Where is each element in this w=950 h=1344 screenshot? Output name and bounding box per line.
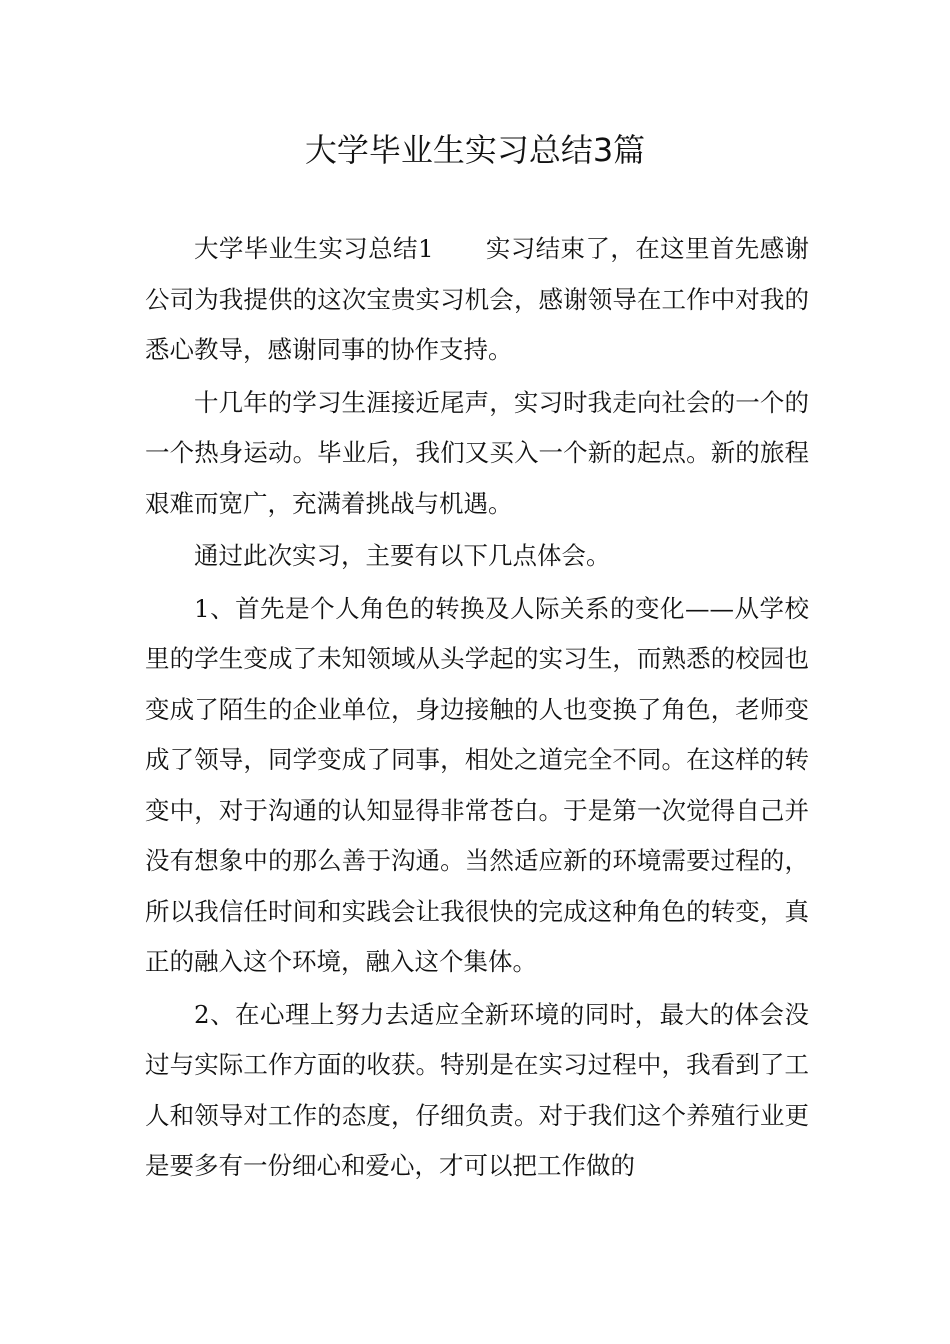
paragraph-4: 1、首先是个人角色的转换及人际关系的变化——从学校里的学生变成了未知领域从头学起的实习生，而熟悉的校园也变成了陌生的企业单位，身边接触的人也变换了角色，老师变成了领导，同学变成了同事，相处之道完全不同。在这样的转变中，对于沟通的认知显得非常苍白。于是第一次觉得自己并没有想象中的那么善于沟通。当然适应新的环境需要过程的，所以我信任时间和实践会让我很快的完成这种角色的转变，真正的融入这个环境，融入这个集体。 bbox=[145, 593, 809, 976]
document-body bbox=[145, 224, 809, 1194]
paragraph-3: 通过此次实习，主要有以下几点体会。 bbox=[194, 541, 611, 570]
paragraph-1-text: 实习结束了，在这里首先感谢公司为我提供的这次宝贵实习机会，感谢领导在工作中对我的悉心教导，感谢同事的协作支持。 bbox=[145, 234, 809, 364]
paragraph-1 bbox=[145, 224, 809, 376]
document-title: 大学毕业生实习总结3篇 bbox=[304, 131, 646, 169]
section-heading: 大学毕业生实习总结1 bbox=[194, 234, 434, 263]
paragraph-2: 十几年的学习生涯接近尾声，实习时我走向社会的一个的一个热身运动。毕业后，我们又买入一个新的起点。新的旅程艰难而宽广，充满着挑战与机遇。 bbox=[145, 387, 809, 518]
paragraph-5: 2、在心理上努力去适应全新环境的同时，最大的体会没过与实际工作方面的收获。特别是在实习过程中，我看到了工人和领导对工作的态度，仔细负责。对于我们这个养殖行业更是要多有一份细心和爱心，才可以把工作做的 bbox=[145, 999, 809, 1180]
